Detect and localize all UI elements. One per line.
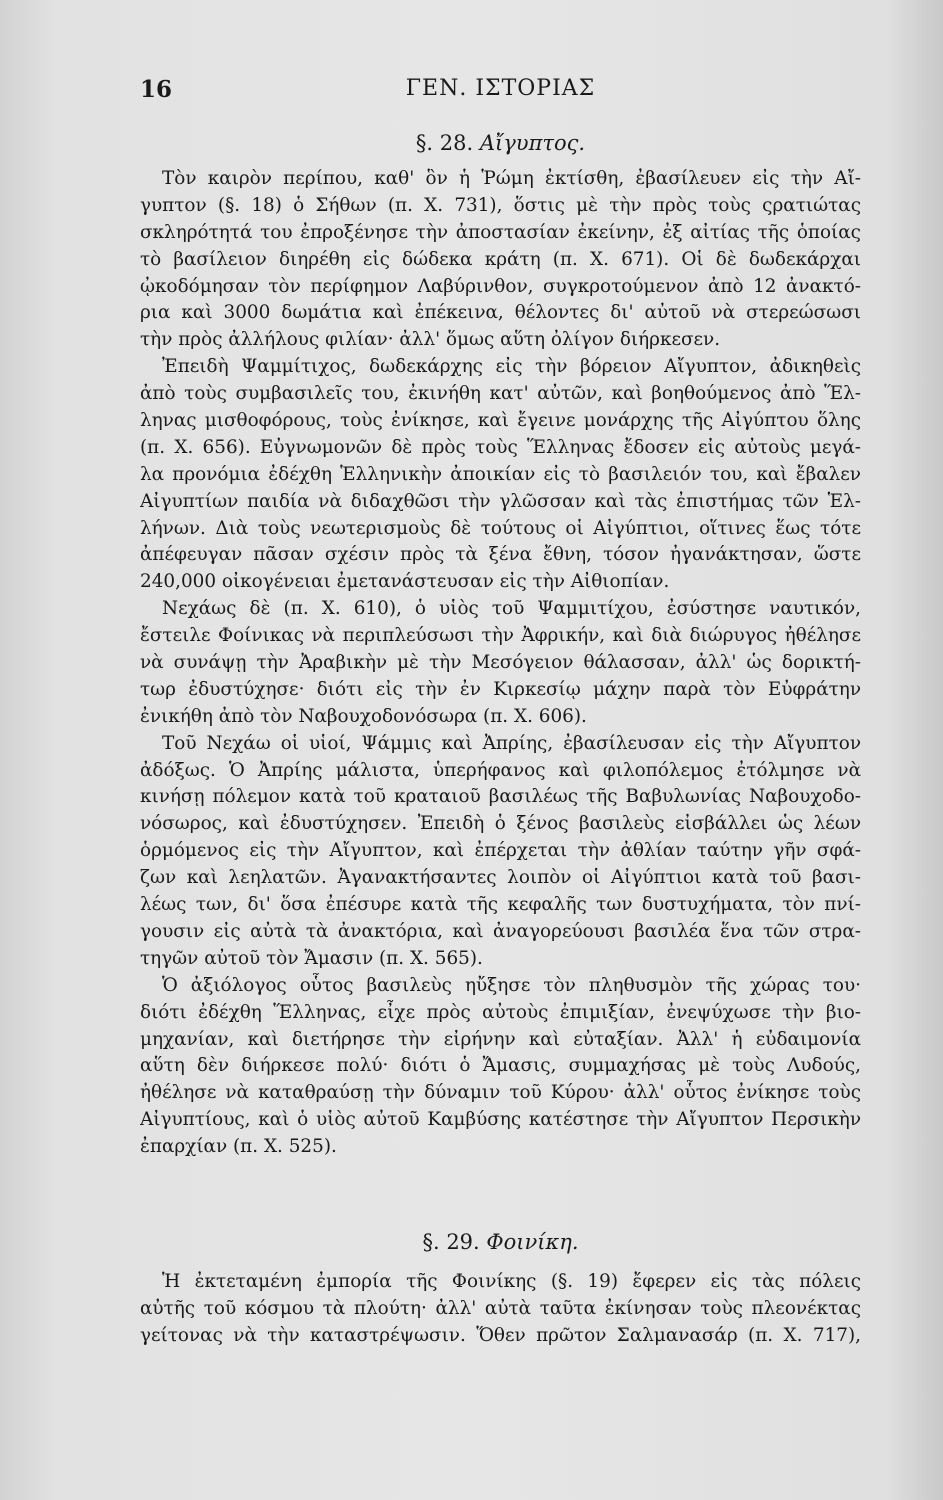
text-line: ζων καὶ λεηλατῶν. Ἀγανακτήσαντες λοιπὸν οἱ Αἰγύπτιοι κατὰ τοῦ βασι- (140, 867, 861, 889)
section-29-heading (140, 1227, 861, 1257)
text-line: γυπτον (§. 18) ὁ Σήθων (π. Χ. 731), ὅστις μὲ τὴν πρὸς τοὺς ςρατιώτας (140, 194, 861, 216)
text-line: ληνας μισθοφόρους, τοὺς ἐνίκησε, καὶ ἔγεινε μονάρχης τῆς Αἰγύπτου ὅλης (140, 410, 861, 432)
text-line: Αἰγυπτίων παιδία νὰ διδαχθῶσι τὴν γλῶσσαν καὶ τὰς ἐπιστήμας τῶν Ἑλ- (140, 490, 861, 512)
text-line: μηχανίαν, καὶ διετήρησε τὴν εἰρήνην καὶ εὐταξίαν. Ἀλλ' ἡ εὐδαιμονία (140, 1028, 861, 1050)
text-line: γείτονας νὰ τὴν καταστρέψωσιν. Ὅθεν πρῶτον Σαλμανασάρ (π. Χ. 717), (140, 1324, 861, 1346)
text-line: νὰ συνάψῃ τὴν Ἀραβικὴν μὲ τὴν Μεσόγειον θάλασσαν, ἀλλ' ὡς δορικτή- (140, 652, 861, 674)
text-line: Νεχάως δὲ (π. Χ. 610), ὁ υἱὸς τοῦ Ψαμμιτίχου, ἐσύστησε ναυτικόν, (162, 598, 861, 620)
section-29-number: §. 29. (422, 1230, 480, 1254)
text-line: τὸ βασίλειον διηρέθη εἰς δώδεκα κράτη (π. Χ. 671). Οἱ δὲ δωδεκάρχαι (140, 248, 861, 270)
section-28-heading (140, 128, 861, 158)
text-line: λέως των, δι' ὅσα ἐπέσυρε κατὰ τῆς κεφαλῆς των δυστυχήματα, τὸν πνί- (140, 894, 861, 916)
running-title: ΓΕΝ. ΙΣΤΟΡΙΑΣ (405, 76, 596, 101)
text-line: λα προνόμια ἐδέχθη Ἑλληνικὴν ἀποικίαν εἰς τὸ βασιλειόν του, καὶ ἔβαλεν (140, 463, 861, 485)
text-line: ἐπαρχίαν (π. Χ. 525). (140, 1136, 337, 1158)
text-line: 240,000 οἰκογένειαι ἐμετανάστευσαν εἰς τὴν Αἰθιοπίαν. (140, 571, 670, 593)
text-line: ἀδόξως. Ὁ Ἀπρίης μάλιστα, ὑπερήφανος καὶ φιλοπόλεμος ἐτόλμησε νὰ (140, 759, 861, 781)
page-number: 16 (140, 76, 173, 103)
text-line: νόσωρος, καὶ ἐδυστύχησεν. Ἐπειδὴ ὁ ξένος βασιλεὺς εἰσβάλλει ὡς λέων (140, 813, 861, 835)
text-line: ᾠκοδόμησαν τὸν περίφημον Λαβύρινθον, συγκροτούμενον ἀπὸ 12 ἀνακτό- (140, 275, 861, 297)
text-line: ἐνικήθη ἀπὸ τὸν Ναβουχοδονόσωρα (π. Χ. 606). (140, 705, 587, 727)
section-28-title: Αἴγυπτος. (479, 131, 586, 155)
text-line: ἀπὸ τοὺς συμβασιλεῖς του, ἐκινήθη κατ' αὐτῶν, καὶ βοηθούμενος ἀπὸ Ἕλ- (140, 383, 861, 405)
text-line: κινήσῃ πόλεμον κατὰ τοῦ κραταιοῦ βασιλέως τῆς Βαβυλωνίας Ναβουχοδο- (140, 786, 861, 808)
text-line: διότι ἐδέχθη Ἕλληνας, εἶχε πρὸς αὐτοὺς ἐπιμιξίαν, ἐνεψύχωσε τὴν βιο- (140, 1001, 861, 1023)
section-29-body (140, 1269, 861, 1350)
text-line: γουσιν εἰς αὐτὰ τὰ ἀνακτόρια, καὶ ἀναγορεύουσι βασιλέα ἕνα τῶν στρα- (140, 920, 861, 942)
text-line: ρια καὶ 3000 δωμάτια καὶ ἐπέκεινα, θέλοντες δι' αὐτοῦ νὰ στερεώσωσι (140, 302, 861, 324)
text-line: Ἐπειδὴ Ψαμμίτιχος, δωδεκάρχης εἰς τὴν βόρειον Αἴγυπτον, ἀδικηθεὶς (162, 356, 861, 378)
text-line: (π. Χ. 656). Εὐγνωμονῶν δὲ πρὸς τοὺς Ἕλληνας ἔδοσεν εἰς αὐτοὺς μεγά- (140, 436, 861, 458)
text-line: αὐτῆς τοῦ κόσμου τὰ πλούτη· ἀλλ' αὐτὰ ταῦτα ἐκίνησαν τοὺς πλεονέκτας (140, 1297, 861, 1319)
text-line: αὕτη δὲν διήρκεσε πολύ· διότι ὁ Ἄμασις, συμμαχήσας μὲ τοὺς Λυδούς, (140, 1055, 861, 1077)
section-28-number: §. 28. (415, 131, 474, 155)
text-line: ὁρμόμενος εἰς τὴν Αἴγυπτον, καὶ ἐπέρχεται τὴν ἀθλίαν ταύτην γῆν σφά- (140, 840, 861, 862)
text-line: Τοῦ Νεχάω οἱ υἱοί, Ψάμμις καὶ Ἀπρίης, ἐβασίλευσαν εἰς τὴν Αἴγυπτον (162, 732, 861, 754)
text-line: ἠθέλησε νὰ καταθραύσῃ τὴν δύναμιν τοῦ Κύρου· ἀλλ' οὗτος ἐνίκησε τοὺς (140, 1082, 861, 1104)
text-line: ἔστειλε Φοίνικας νὰ περιπλεύσωσι τὴν Ἀφρικήν, καὶ διὰ διώρυγος ἠθέλησε (140, 625, 861, 647)
text-line: τωρ ἐδυστύχησε· διότι εἰς τὴν ἐν Κιρκεσίῳ μάχην παρὰ τὸν Εὐφράτην (140, 678, 861, 700)
text-line: Ὁ ἀξιόλογος οὗτος βασιλεὺς ηὔξησε τὸν πληθυσμὸν τῆς χώρας του· (162, 974, 861, 996)
page-header (140, 76, 861, 110)
text-line: λήνων. Διὰ τοὺς νεωτερισμοὺς δὲ τούτους οἱ Αἰγύπτιοι, οἵτινες ἕως τότε (140, 517, 861, 539)
text-line: τὴν πρὸς ἀλλήλους φιλίαν· ἀλλ' ὅμως αὕτη ὀλίγον διήρκεσεν. (140, 329, 721, 351)
section-28-body (140, 166, 861, 1161)
text-line: ἀπέφευγαν πᾶσαν σχέσιν πρὸς τὰ ξένα ἔθνη, τόσον ἠγανάκτησαν, ὥστε (140, 544, 861, 566)
text-line: σκληρότητά του ἐπροξένησε τὴν ἀποστασίαν ἐκείνην, ἐξ αἰτίας τῆς ὁποίας (140, 221, 861, 243)
text-line: Ἡ ἐκτεταμένη ἐμπορία τῆς Φοινίκης (§. 19) ἔφερεν εἰς τὰς πόλεις (162, 1271, 861, 1292)
text-line: τηγῶν αὐτοῦ τὸν Ἄμασιν (π. Χ. 565). (140, 947, 483, 969)
text-line: Αἰγυπτίους, καὶ ὁ υἱὸς αὐτοῦ Καμβύσης κατέστησε τὴν Αἴγυπτον Περσικὴν (140, 1109, 861, 1131)
text-line: Τὸν καιρὸν περίπου, καθ' ὃν ἡ Ῥώμη ἐκτίσθη, ἐβασίλευεν εἰς τὴν Αἴ- (162, 168, 861, 189)
section-29-title: Φοινίκη. (486, 1230, 579, 1254)
